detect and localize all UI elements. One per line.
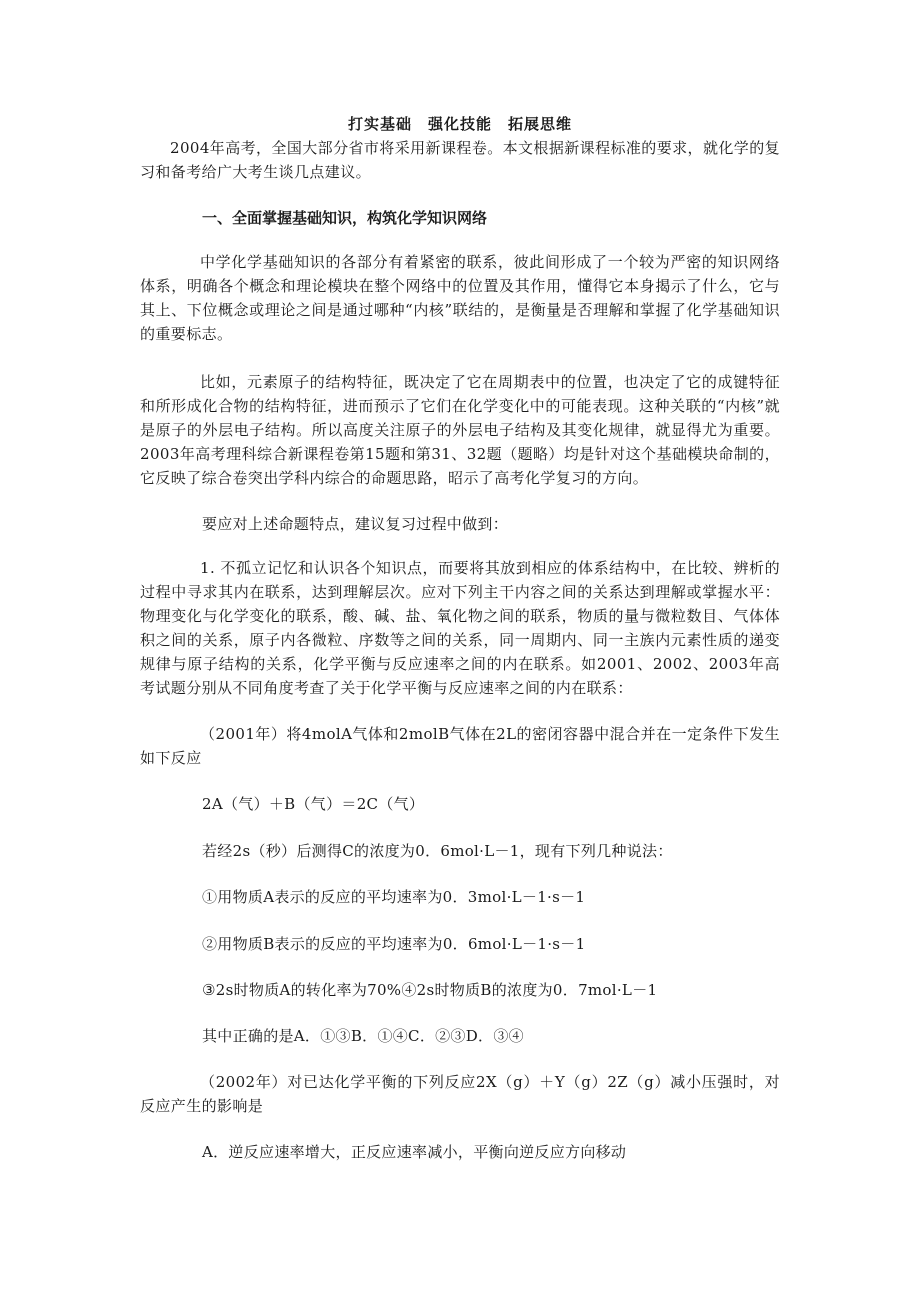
paragraph-3: 要应对上述命题特点，建议复习过程中做到： (202, 515, 509, 533)
document-title: 打实基础 强化技能 拓展思维 (347, 115, 572, 133)
answer-choices: 其中正确的是A．①③B．①④C．②③D．③④ (202, 1027, 524, 1045)
statement-3-4: ③2s时物质A的转化率为70%④2s时物质B的浓度为0．7mol·L－1 (202, 981, 658, 999)
paragraph-1: 中学化学基础知识的各部分有着紧密的联系，彼此间形成了一个较为严密的知识网络体系，明确各个概念和理论模块在整个网络中的位置及其作用，懂得它本身揭示了什么，它与其上、下位概念或理论之间是通过哪种“内核”联结的，是衡量是否理解和掌握了化学基础知识的重要标志。 (140, 253, 780, 343)
question-stem: 若经2s（秒）后测得C的浓度为0．6mol·L－1，现有下列几种说法： (202, 842, 673, 860)
intro-paragraph: 2004年高考，全国大部分省市将采用新课程卷。本文根据新课程标准的要求，就化学的复习和备考给广大考生谈几点建议。 (140, 139, 780, 181)
section-heading-1: 一、全面掌握基础知识，构筑化学知识网络 (202, 209, 488, 227)
statement-2: ②用物质B表示的反应的平均速率为0．6mol·L－1·s－1 (202, 935, 586, 953)
paragraph-4: 1. 不孤立记忆和认识各个知识点，而要将其放到相应的体系结构中，在比较、辨析的过程中寻求其内在联系，达到理解层次。应对下列主干内容之间的关系达到理解或掌握水平：物理变化与化学变化的联系，酸、碱、盐、氧化物之间的联系，物质的量与微粒数目、气体体积之间的关系，原子内各微粒、序数等之间的关系，同一周期内、同一主族内元素性质的递变规律与原子结构的关系，化学平衡与反应速率之间的内在联系。如2001、2002、2003年高考试题分别从不同角度考查了关于化学平衡与反应速率之间的内在联系： (140, 559, 780, 697)
reaction-equation: 2A（气）＋B（气）＝2C（气） (202, 795, 425, 813)
paragraph-6: （2002年）对已达化学平衡的下列反应2X（g）＋Y（g）2Z（g）减小压强时，对反应产生的影响是 (140, 1073, 780, 1115)
choice-a: A．逆反应速率增大，正反应速率减小，平衡向逆反应方向移动 (202, 1143, 627, 1161)
statement-1: ①用物质A表示的反应的平均速率为0．3mol·L－1·s－1 (202, 888, 586, 906)
paragraph-5: （2001年）将4molA气体和2molB气体在2L的密闭容器中混合并在一定条件下发生如下反应 (140, 725, 780, 767)
paragraph-2: 比如，元素原子的结构特征，既决定了它在周期表中的位置，也决定了它的成键特征和所形成化合物的结构特征，进而预示了它们在化学变化中的可能表现。这种关联的“内核”就是原子的外层电子结构。所以高度关注原子的外层电子结构及其变化规律，就显得尤为重要。2003年高考理科综合新课程卷第15题和第31、32题（题略）均是针对这个基础模块命制的，它反映了综合卷突出学科内综合的命题思路，昭示了高考化学复习的方向。 (140, 373, 780, 487)
